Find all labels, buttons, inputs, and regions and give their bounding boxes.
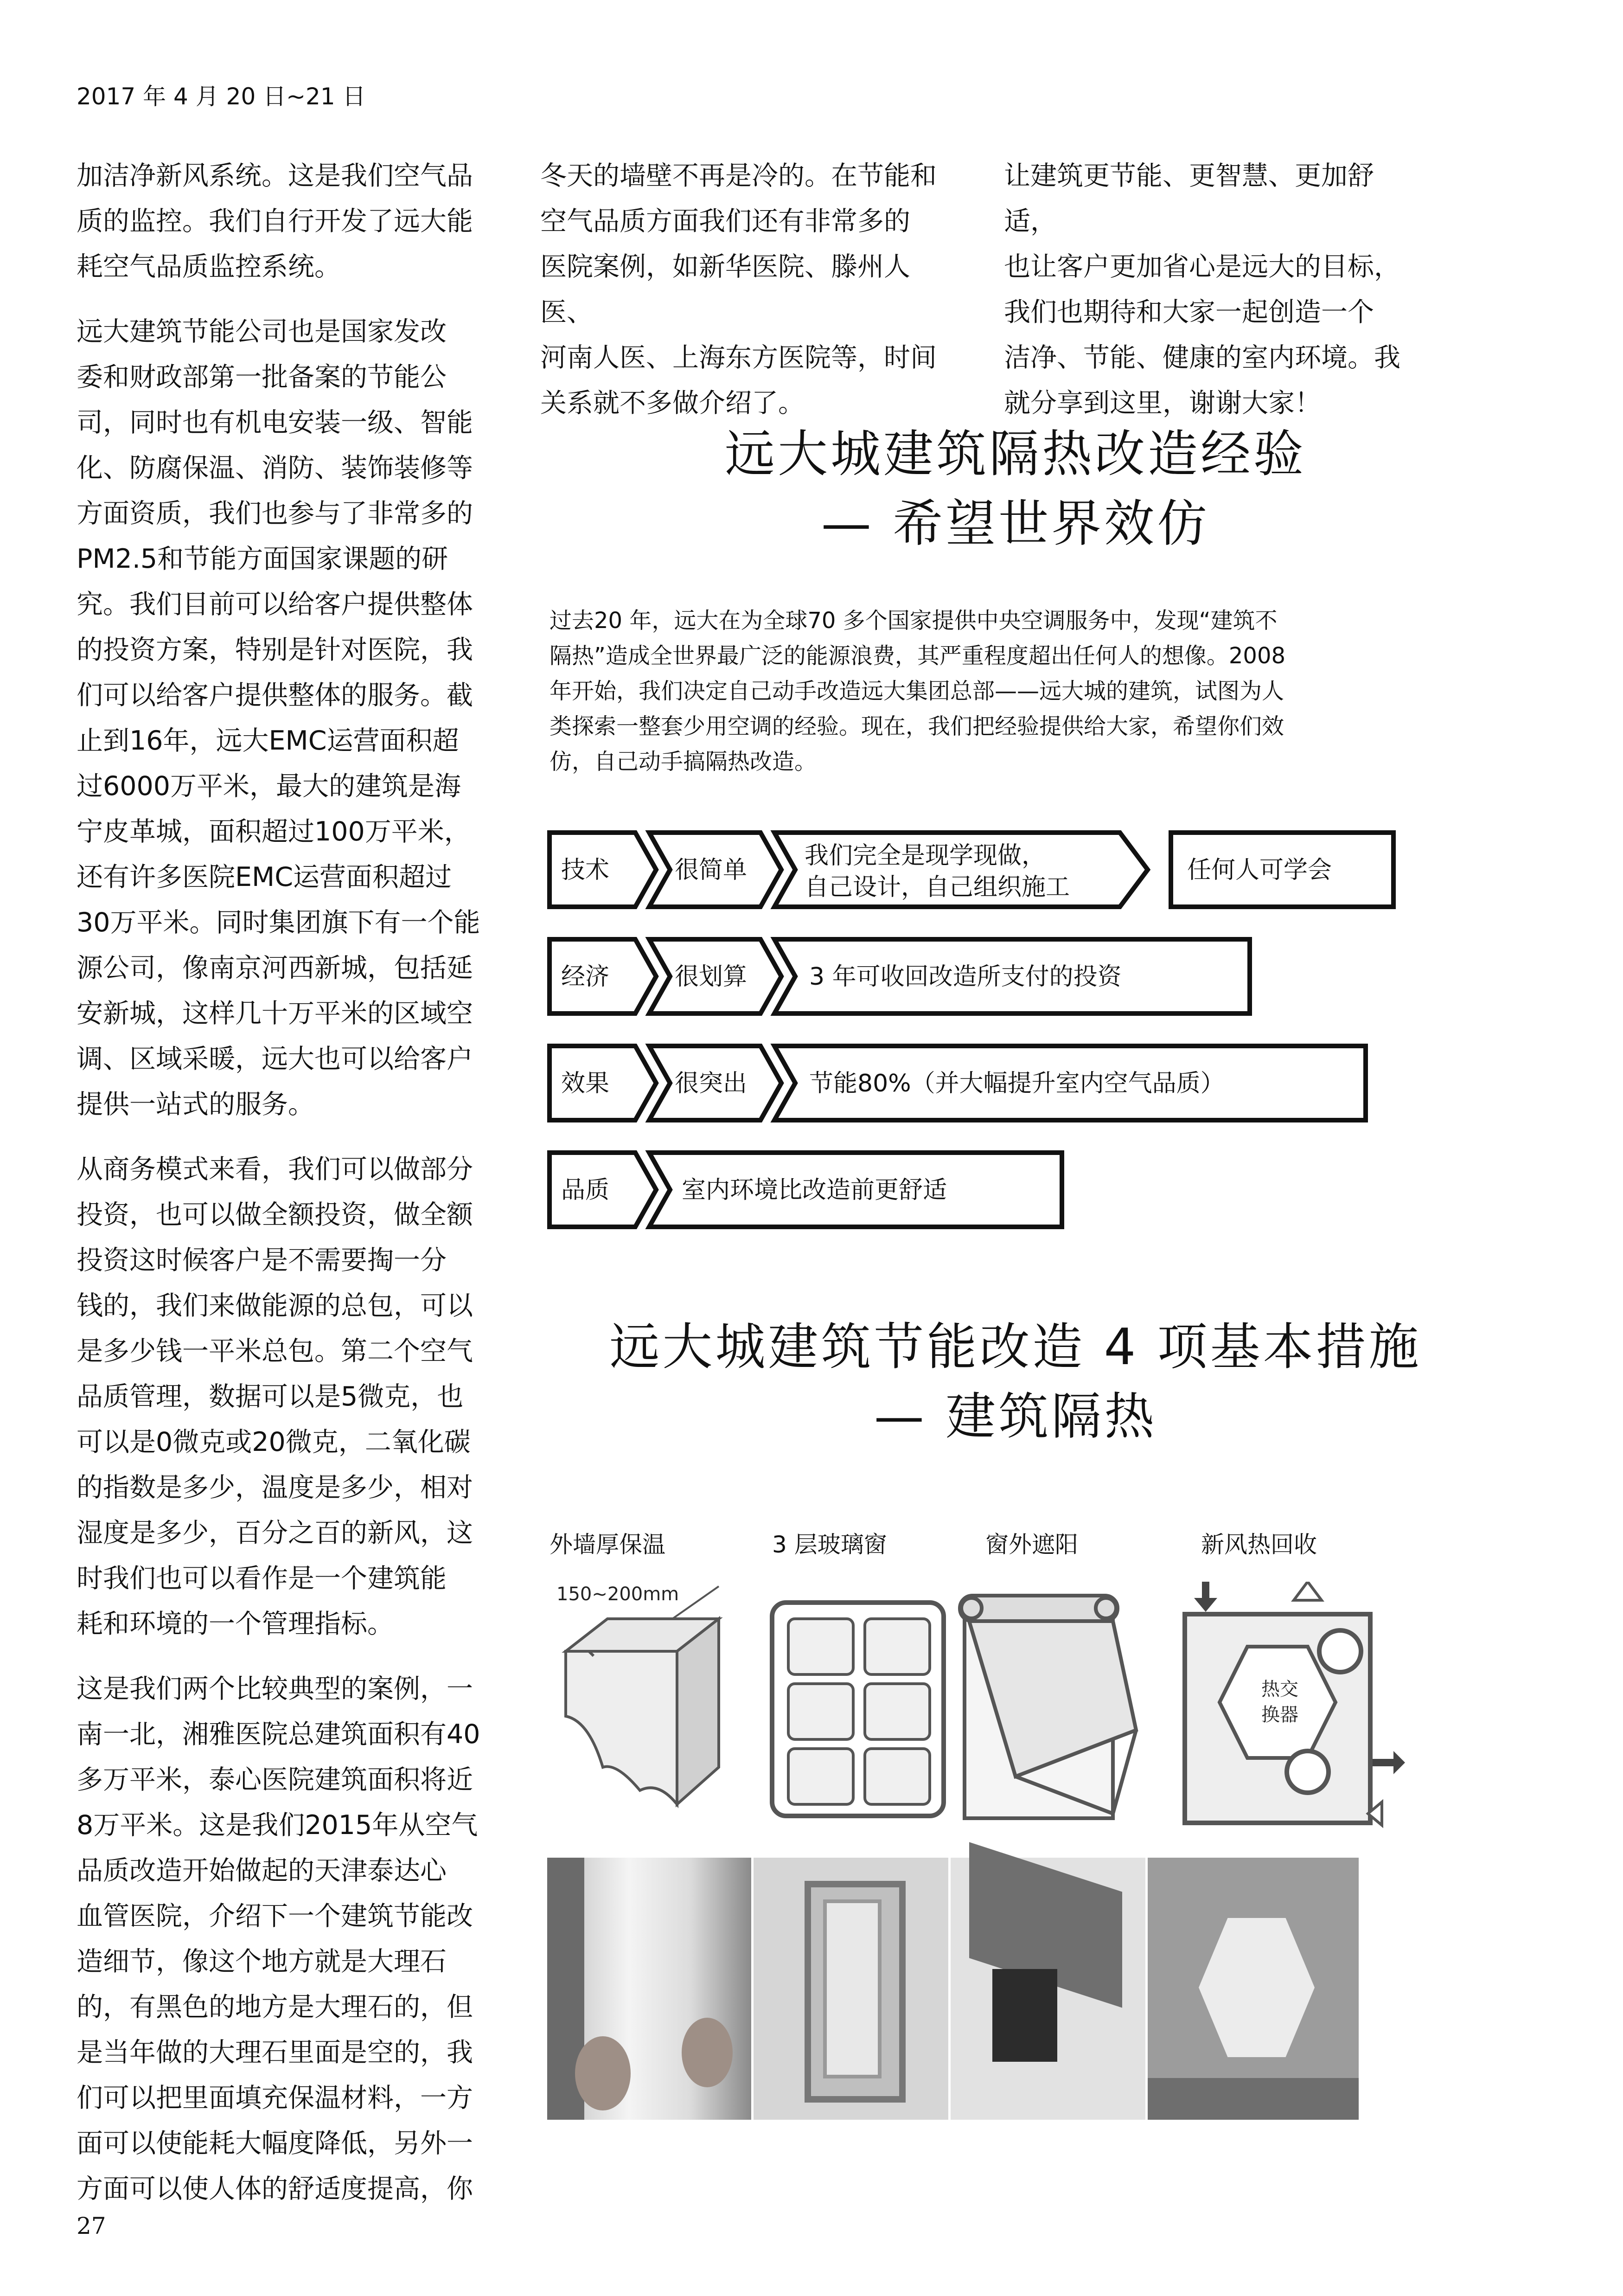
row-value: 很划算 (675, 963, 748, 991)
measures-illustrations (547, 1582, 1405, 1841)
heat-exchanger-icon (1185, 1582, 1405, 1825)
section-title-line: 远大城建筑隔热改造经验 (724, 425, 1306, 483)
row-value: 很简单 (675, 856, 748, 884)
column-3 (1004, 153, 1421, 445)
awning-photo (951, 1858, 1145, 2120)
row-detail: 节能80%（并大幅提升室内空气品质） (809, 1070, 1225, 1097)
section-subtitle-line: — 建筑隔热 (874, 1388, 1157, 1446)
row-label-tech: 技术 (561, 856, 610, 884)
window-profile-photo (754, 1858, 948, 2120)
dimension-label: 150~200mm (556, 1584, 679, 1605)
measure-label-shading: 窗外遮阳 (985, 1531, 1078, 1558)
paragraph: 这是我们两个比较典型的案例，一 南一北，湘雅医院总建筑面积有40 多万平米，泰心医院建筑面积将近 8万平米。这是我们2015年从空气 品质改造开始做起的天津泰达心 血管医院，介绍下一个建筑节能改 造细节，像这个地方就是大理石 的，有黑色的地方是大理石的，但 是当年做的大理石里面是空的，我 们可以把里面填充保温材料，一方 面可以使能耗大幅度降低，另外一 方面可以使人体的舒适度提高，你 (77, 1674, 480, 2204)
paragraph: 从商务模式来看，我们可以做部分 投资，也可以做全额投资，做全额 投资这时候客户是不需要掏一分 钱的，我们来做能源的总包，可以 是多少钱一平米总包。第二个空气 品质管理，数据可以是5微克，也 可以是0微克或20微克，二氧化碳 的指数是多少，温度是多少，相对 湿度是多少，百分之百的新风，这 时我们也可以看作是一个建筑能 耗和环境的一个管理指标。 (77, 1154, 473, 1639)
row-label-effect: 效果 (561, 1070, 610, 1097)
measure-label-heat-recovery: 新风热回收 (1201, 1531, 1317, 1558)
measure-label-wall: 外墙厚保温 (550, 1531, 665, 1558)
triple-window-icon (772, 1603, 944, 1816)
paragraph: 让建筑更节能、更智慧、更加舒适， 也让客户更加省心是远大的目标， 我们也期待和大家一起创造一个 洁净、节能、健康的室内环境。我 就分享到这里，谢谢大家！ (1004, 160, 1400, 418)
section-title (547, 1313, 1484, 1452)
section-subtitle-line: — 希望世界效仿 (821, 495, 1210, 553)
paragraph: 远大建筑节能公司也是国家发改 委和财政部第一批备案的节能公 司，同时也有机电安装一级、智能 化、防腐保温、消防、装饰装修等 方面资质，我们也参与了非常多的 PM2.5和节能方面国家课题的研 究。我们目前可以给客户提供整体 的投资方案，特别是针对医院，我 们可以给客户提供整体的服务。截 止到16年，远大EMC运营面积超 过6000万平米，最大的建筑是海 宁皮革城，面积超过100万平米， 还有许多医院EMC运营面积超过 30万平米。同时集团旗下有一个能 源公司，像南京河西新城，包括延 安新城，这样几十万平米的区域空 调、区域采暖，远大也可以给客户 提供一站式的服务。 (77, 316, 480, 1120)
page-number: 27 (77, 2213, 106, 2239)
row-detail: 我们完全是现学现做， (805, 842, 1046, 870)
column-2 (540, 153, 958, 445)
exchanger-label: 换器 (1261, 1704, 1298, 1725)
section-title (547, 420, 1484, 559)
heat-exchanger-photo (1148, 1858, 1359, 2120)
row-result: 任何人可学会 (1187, 856, 1332, 884)
row-label-economy: 经济 (561, 963, 610, 991)
row-detail: 室内环境比改造前更舒适 (682, 1176, 947, 1204)
row-label-quality: 品质 (561, 1176, 610, 1204)
row-value: 很突出 (675, 1070, 748, 1097)
intro-paragraph: 过去20 年，远大在为全球70 多个国家提供中央空调服务中，发现“建筑不 隔热”造成全世界最广泛的能源浪费，其严重程度超出任何人的想像。2008 年开始，我们决定自己动手改造远大集团总部——远大城的建筑，试图为人 类探索一整套少用空调的经验。现在，我们把经验提供给大家，希望你们效 仿，自己动手搞隔热改造。 (550, 608, 1286, 775)
wall-insulation-photo (547, 1858, 751, 2120)
section-title-line: 远大城建筑节能改造 4 项基本措施 (609, 1318, 1422, 1376)
benefits-chevron-diagram (547, 826, 1396, 1280)
row-detail: 3 年可收回改造所支付的投资 (809, 963, 1122, 991)
exchanger-label: 热交 (1261, 1679, 1298, 1700)
paragraph: 冬天的墙壁不再是冷的。在节能和 空气品质方面我们还有非常多的 医院案例，如新华医院、滕州人医、 河南人医、上海东方医院等，时间 关系就不多做介绍了。 (540, 160, 937, 418)
column-1 (77, 153, 485, 2231)
paragraph: 加洁净新风系统。这是我们空气品 质的监控。我们自行开发了远大能 耗空气品质监控系统。 (77, 160, 473, 282)
measure-label-window: 3 层玻璃窗 (772, 1531, 887, 1558)
wall-insulation-icon (556, 1584, 719, 1804)
issue-date: 2017 年 4 月 20 日~21 日 (77, 83, 366, 110)
row-detail: 自己设计，自己组织施工 (805, 873, 1070, 901)
awning-icon (960, 1596, 1136, 1818)
